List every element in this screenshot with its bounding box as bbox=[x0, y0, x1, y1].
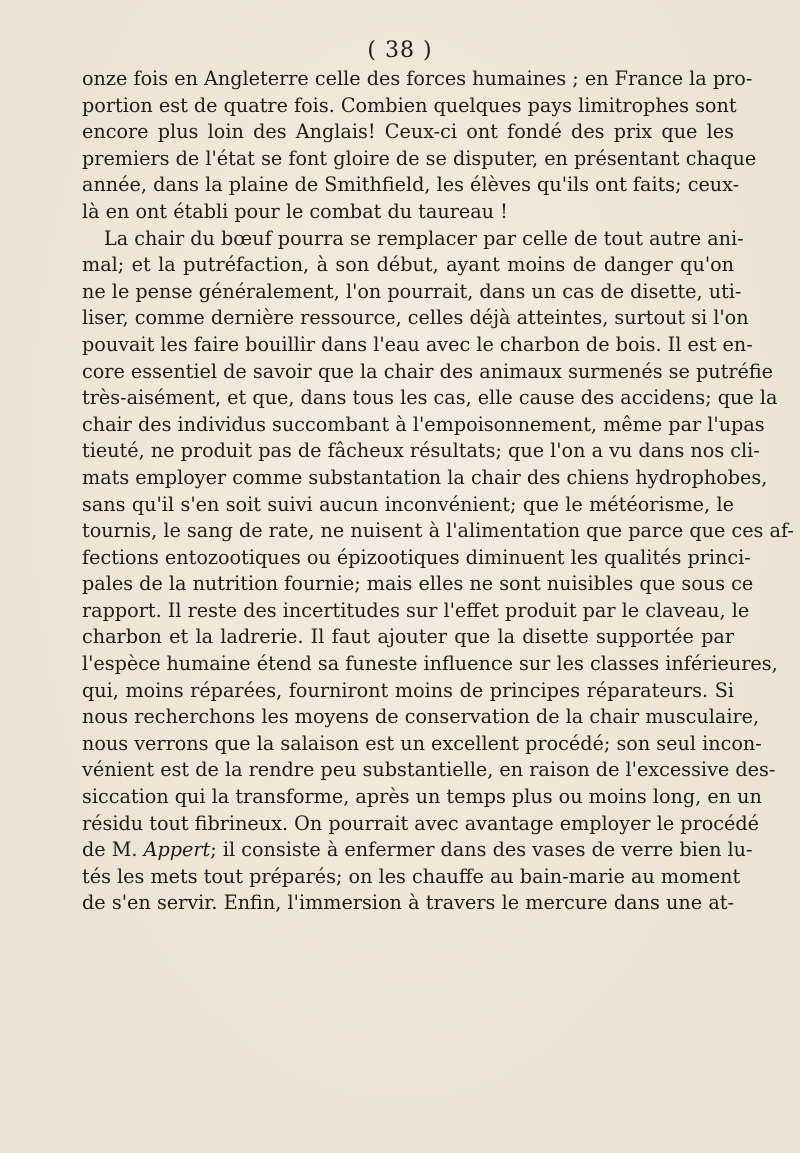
text-line: résidu tout fibrineux. On pourrait avec avantage employer le procédé bbox=[82, 811, 760, 835]
text-line: vénient est de la rendre peu substantielle, en raison de l'excessive des- bbox=[82, 758, 776, 782]
text-line: chair des individus succombant à l'empoisonnement, même par l'upas bbox=[82, 412, 765, 436]
text-line: nous verrons que la salaison est un excellent procédé; son seul incon- bbox=[82, 731, 762, 755]
text-line: de s'en servir. Enfin, l'immersion à travers le mercure dans une at- bbox=[82, 891, 734, 915]
text-line: année, dans la plaine de Smithfield, les élèves qu'ils ont faits; ceux- bbox=[82, 173, 740, 197]
text-line: rapport. Il reste des incertitudes sur l'effet produit par le claveau, le bbox=[82, 598, 750, 622]
text-line: fections entozootiques ou épizootiques diminuent les qualités princi- bbox=[82, 545, 751, 569]
text-line: sans qu'il s'en soit suivi aucun inconvénient; que le météorisme, le bbox=[82, 492, 734, 516]
text-line: tournis, le sang de rate, ne nuisent à l'alimentation que parce que ces af- bbox=[82, 519, 794, 543]
italic-name: Appert bbox=[143, 838, 211, 862]
text-line: premiers de l'état se font gloire de se disputer, en présentant chaque bbox=[82, 146, 757, 170]
text-line: encore plus loin des Anglais! Ceux-ci ont fondé des prix que les bbox=[82, 120, 734, 144]
text-line: ne le pense généralement, l'on pourrait, dans un cas de disette, uti- bbox=[82, 279, 742, 303]
text-line: là en ont établi pour le combat du taureau ! bbox=[82, 199, 508, 223]
text-line: portion est de quatre fois. Combien quelques pays limitrophes sont bbox=[82, 93, 737, 117]
text-line: liser, comme dernière ressource, celles déjà atteintes, surtout si l'on bbox=[82, 306, 749, 330]
text-line: siccation qui la transforme, après un temps plus ou moins long, en un bbox=[82, 785, 762, 809]
text-line: pouvait les faire bouillir dans l'eau avec le charbon de bois. Il est en- bbox=[82, 332, 753, 356]
text-line: mal; et la putréfaction, à son début, ayant moins de danger qu'on bbox=[82, 253, 734, 277]
text-line: pales de la nutrition fournie; mais elles ne sont nuisibles que sous ce bbox=[82, 572, 754, 596]
text-line: mats employer comme substantation la chair des chiens hydrophobes, bbox=[82, 465, 768, 489]
body-text bbox=[82, 66, 794, 917]
text-line: de M. Appert; il consiste à enfermer dans des vases de verre bien lu- bbox=[82, 838, 753, 862]
text-line: tieuté, ne produit pas de fâcheux résultats; que l'on a vu dans nos cli- bbox=[82, 439, 760, 463]
page-number: ( 38 ) bbox=[367, 38, 433, 63]
text-line: l'espèce humaine étend sa funeste influence sur les classes inférieures, bbox=[82, 652, 778, 676]
text-line: très-aisément, et que, dans tous les cas, elle cause des accidens; que la bbox=[82, 386, 778, 410]
text-line: onze fois en Angleterre celle des forces humaines ; en France la pro- bbox=[82, 67, 753, 90]
text-line: charbon et la ladrerie. Il faut ajouter que la disette supportée par bbox=[82, 625, 734, 649]
text-line: La chair du bœuf pourra se remplacer par celle de tout autre ani- bbox=[104, 226, 744, 250]
text-line: nous recherchons les moyens de conservation de la chair musculaire, bbox=[82, 705, 760, 729]
text-line: qui, moins réparées, fourniront moins de principes réparateurs. Si bbox=[82, 678, 734, 702]
text-line: core essentiel de savoir que la chair des animaux surmenés se putréfie bbox=[82, 359, 774, 383]
text-line: tés les mets tout préparés; on les chauffe au bain-marie au moment bbox=[82, 864, 741, 888]
